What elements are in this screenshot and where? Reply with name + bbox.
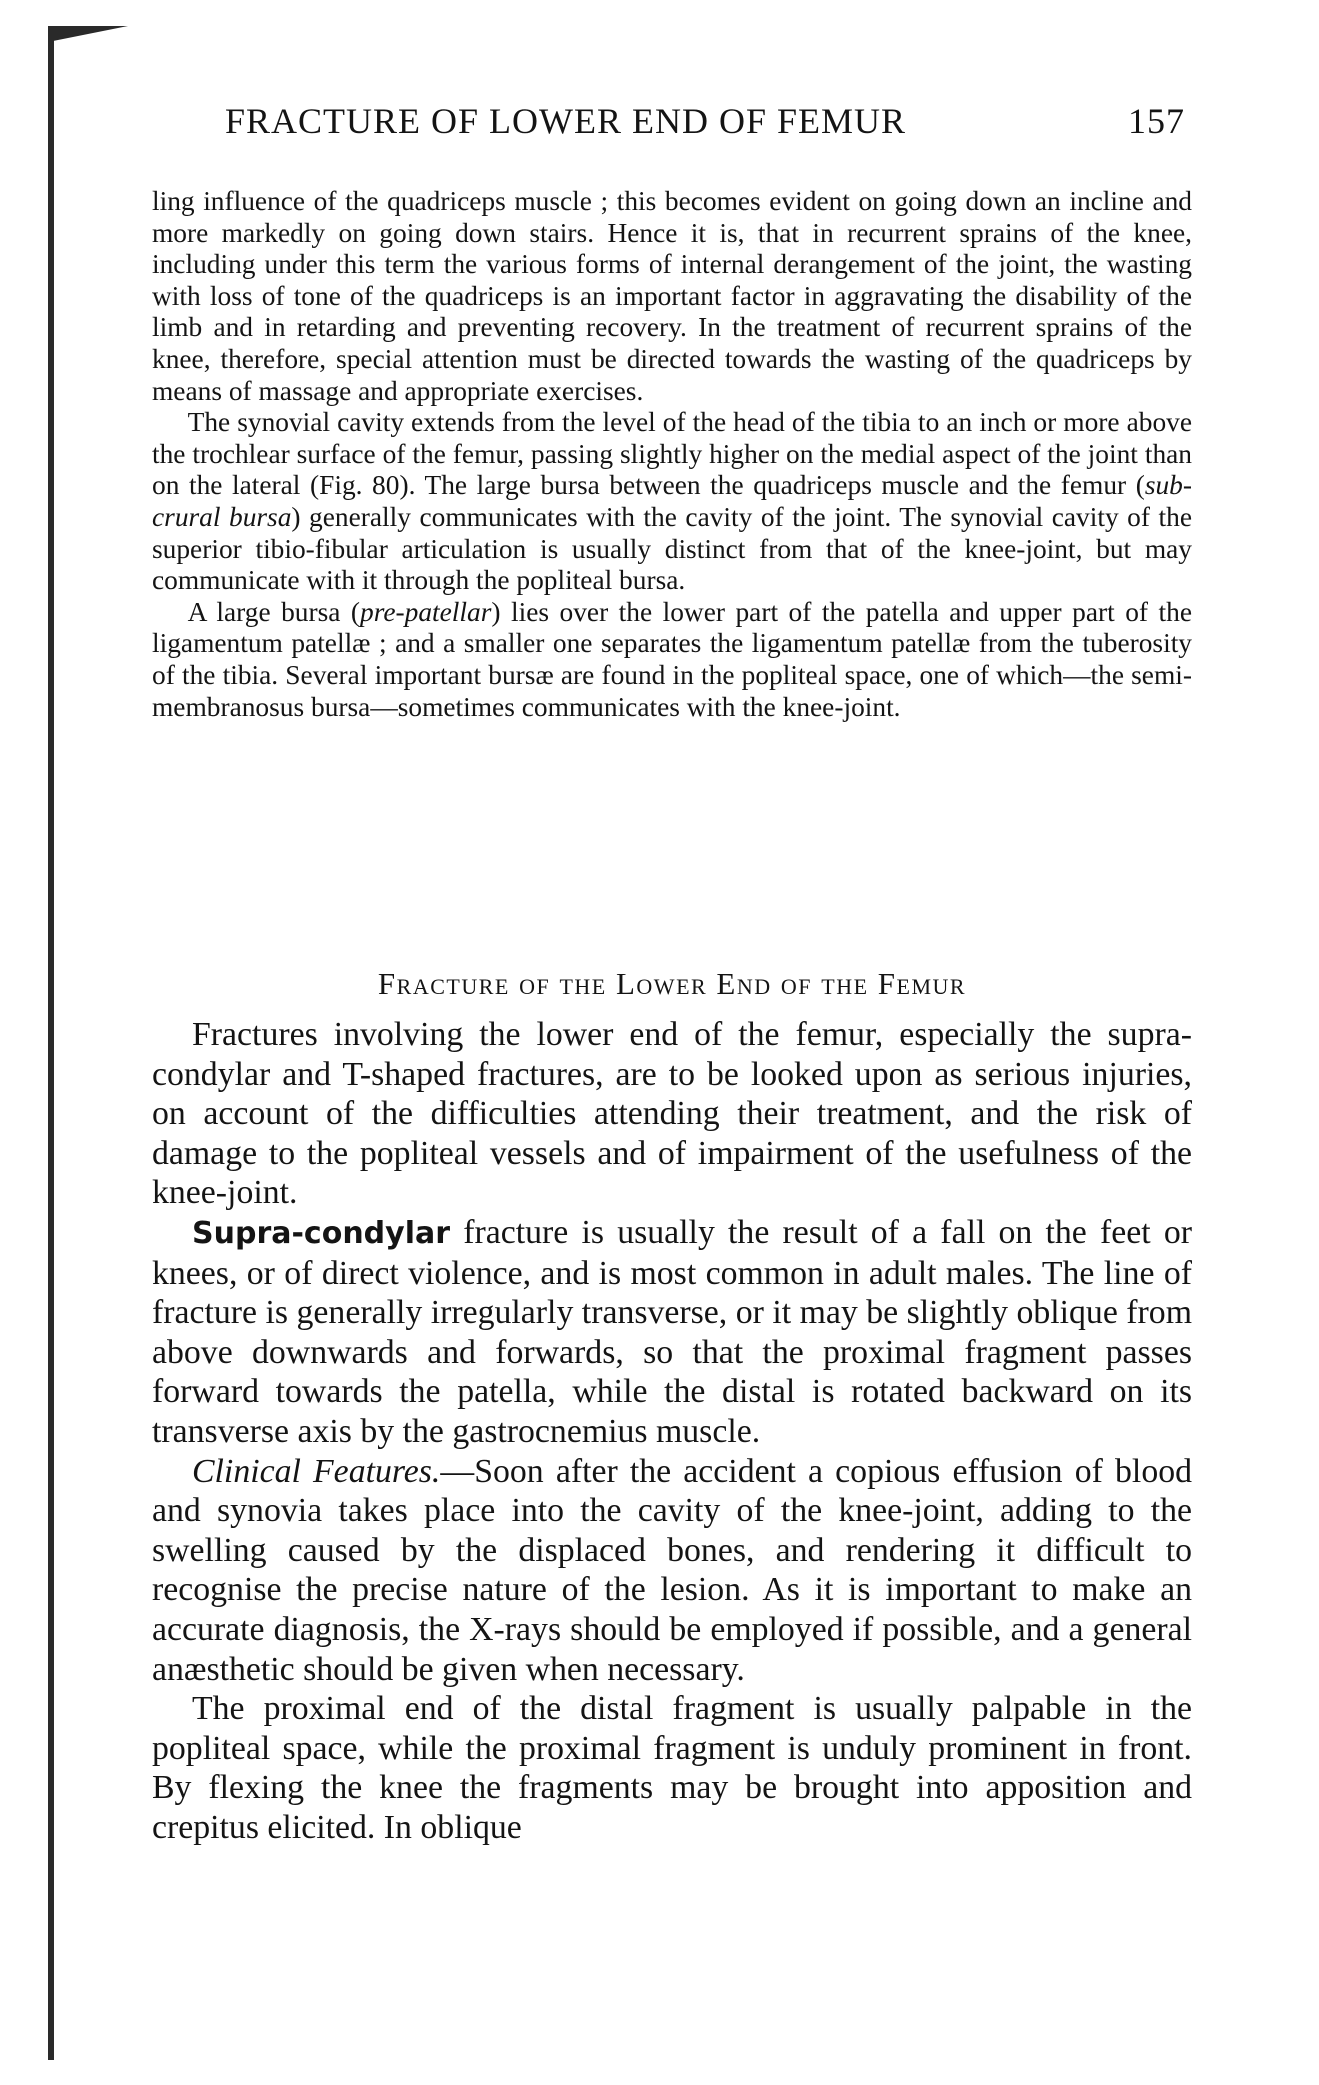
text-run: ) generally communicates with the cavity of the joint. The synovial cavity of the superior tibio-fibular articulation is usually distinct from that of the knee-joint, but may communicate with it through the popliteal bursa. (152, 501, 1192, 596)
page-number: 157 (1128, 101, 1185, 141)
main-text-block (152, 1015, 1192, 1847)
text-run: fracture is usually the result of a fall on the feet or knees, or of direct violence, and is most common in adult males. The line of fracture is generally irregularly transverse, or it may be slightly oblique from above downwards and forwards, so that the proximal fragment passes forward towards the patella, while the distal is rotated backward on its transverse axis by the gastrocnemius muscle. (152, 1213, 1192, 1450)
paragraph: Fractures involving the lower end of the femur, especially the supra-condylar and T-shaped fractures, are to be looked upon as serious injuries, on account of the difficulties attending their treatment, and the risk of damage to the popliteal vessels and of impairment of the usefulness of the knee-joint. (152, 1016, 1192, 1212)
small-text-block (152, 186, 1192, 723)
section-heading: Fracture of the Lower End of the Femur (377, 966, 967, 1001)
text-run: The synovial cavity extends from the level of the head of the tibia to an inch or more above the trochlear surface of the femur, passing slightly higher on the medial aspect of the joint than on the lateral (Fig. 80). The large bursa between the quadriceps muscle and the femur ( (152, 407, 1192, 501)
bold-term: Supra-condylar (192, 1215, 451, 1251)
paragraph (152, 1452, 1192, 1690)
italic-term: pre-patellar (360, 596, 492, 627)
paragraph (152, 597, 1192, 723)
text-run: ) lies over the lower part of the patella and upper part of the ligamentum patellæ ; and a smaller one separates the ligamentum patellæ from the tuberosity of the tibia. Several important bursæ are found in the popliteal space, one of which—the semi-membranosus bursa—sometimes communicates with the knee-joint. (152, 596, 1192, 722)
paragraph (152, 407, 1192, 597)
paragraph: ling influence of the quadriceps muscle ; this becomes evident on going down an incline and more markedly on going down stairs. Hence it is, that in recurrent sprains of the knee, including under this term the various forms of internal derangement of the joint, the wasting with loss of tone of the quadriceps is an important factor in aggravating the disability of the limb and in retarding and preventing recovery. In the treatment of recurrent sprains of the knee, therefore, special attention must be directed towards the wasting of the quadriceps by means of massage and appropriate exercises. (152, 186, 1192, 406)
running-title: FRACTURE OF LOWER END OF FEMUR (225, 101, 907, 141)
paragraph (152, 1213, 1192, 1452)
text-run: A large bursa ( (187, 596, 361, 627)
italic-subheading: Clinical Features. (192, 1452, 441, 1490)
binding-edge-corner (48, 26, 128, 42)
paragraph: The proximal end of the distal fragment is usually palpable in the popliteal space, while the proximal fragment is unduly prominent in front. By flexing the knee the fragments may be brought into apposition and crepitus elicited. In oblique (152, 1690, 1192, 1846)
italic-term: sub-crural bursa (152, 470, 1192, 532)
binding-edge (48, 30, 54, 2060)
running-header (225, 100, 1185, 144)
text-run: —Soon after the accident a copious effusion of blood and synovia takes place into the cavity of the knee-joint, adding to the swelling caused by the displaced bones, and rendering it difficult to recognise the precise nature of the lesion. As it is important to make an accurate diagnosis, the X-rays should be employed if possible, and a general anæsthetic should be given when necessary. (152, 1452, 1193, 1688)
